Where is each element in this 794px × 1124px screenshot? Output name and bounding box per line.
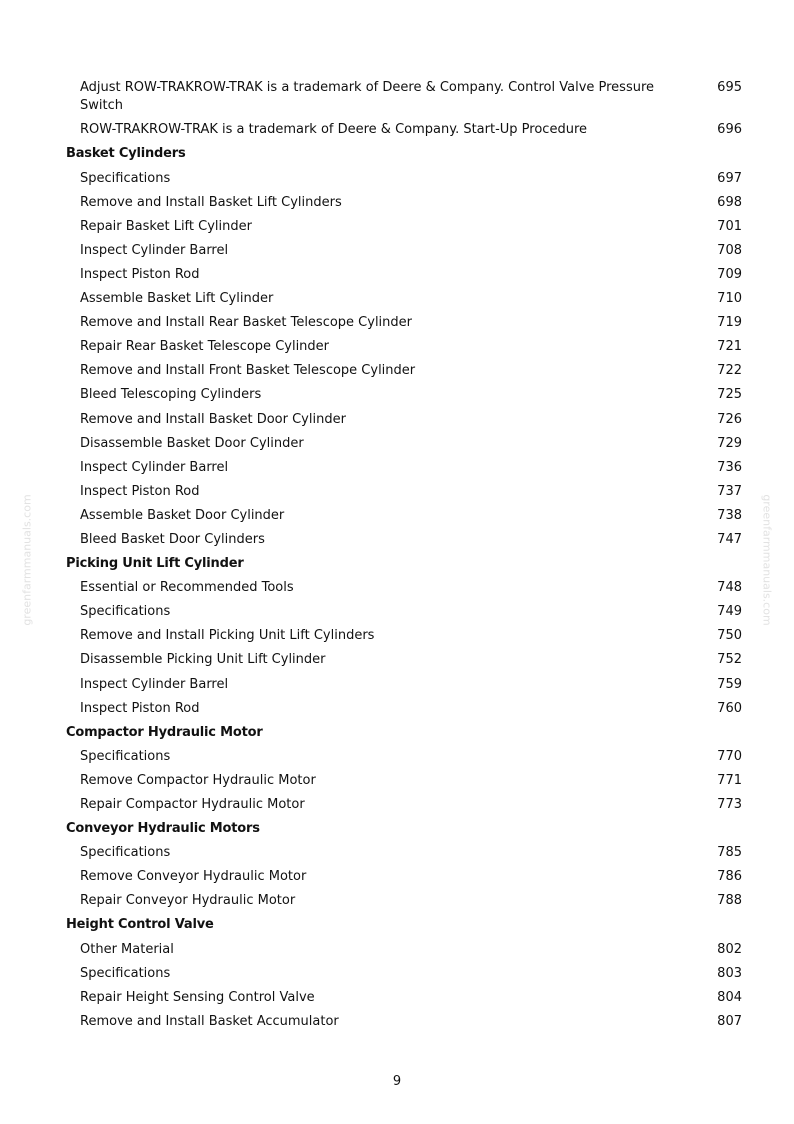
table-of-contents [66, 76, 742, 1034]
toc-entry-title: Inspect Cylinder Barrel [80, 676, 229, 692]
toc-entry[interactable] [66, 360, 742, 384]
toc-entry[interactable] [66, 625, 742, 649]
toc-entry-title: Specifications [80, 965, 171, 981]
toc-entry[interactable] [66, 1010, 742, 1034]
toc-entry-title: Repair Compactor Hydraulic Motor [80, 797, 305, 813]
toc-entry-page: 788 [717, 893, 742, 909]
toc-entry-page: 747 [717, 531, 742, 547]
toc-entry[interactable] [66, 335, 742, 359]
toc-entry-title: Inspect Piston Rod [80, 483, 200, 499]
toc-entry-page: 759 [717, 676, 742, 692]
toc-section-heading[interactable]: Conveyor Hydraulic Motors [66, 821, 260, 837]
toc-entry-page: 770 [717, 748, 742, 764]
toc-entry[interactable] [66, 408, 742, 432]
toc-entry-page: 701 [717, 218, 742, 234]
toc-entry[interactable] [66, 649, 742, 673]
toc-entry-title: Disassemble Basket Door Cylinder [80, 435, 304, 451]
toc-entry[interactable] [66, 167, 742, 191]
toc-entry[interactable] [66, 938, 742, 962]
toc-entry-page: 760 [717, 700, 742, 716]
toc-entry-page: 697 [717, 170, 742, 186]
toc-entry-page: 722 [717, 363, 742, 379]
toc-entry-title: Remove and Install Basket Door Cylinder [80, 411, 346, 427]
toc-entry-title: Remove and Install Basket Lift Cylinders [80, 194, 342, 210]
toc-entry-title: ROW-TRAKROW-TRAK is a trademark of Deere & Company. Start-Up Procedure [80, 122, 587, 138]
toc-entry-title: Other Material [80, 941, 174, 957]
toc-entry[interactable] [66, 769, 742, 793]
toc-section-heading[interactable]: Compactor Hydraulic Motor [66, 724, 263, 740]
toc-entry[interactable] [66, 673, 742, 697]
toc-entry[interactable] [66, 866, 742, 890]
toc-entry-page: 698 [717, 194, 742, 210]
toc-entry[interactable] [66, 697, 742, 721]
toc-entry-page: 696 [717, 122, 742, 138]
toc-entry-title: Specifications [80, 845, 171, 861]
toc-entry-page: 771 [717, 772, 742, 788]
toc-entry[interactable] [66, 890, 742, 914]
toc-entry[interactable] [66, 76, 742, 119]
toc-entry-page: 803 [717, 965, 742, 981]
toc-entry-title: Remove and Install Front Basket Telescope Cylinder [80, 363, 416, 379]
toc-entry-page: 738 [717, 507, 742, 523]
toc-entry-page: 785 [717, 845, 742, 861]
toc-entry-title: Inspect Piston Rod [80, 700, 200, 716]
toc-entry[interactable] [66, 528, 742, 552]
toc-entry-page: 725 [717, 387, 742, 403]
toc-entry[interactable] [66, 215, 742, 239]
toc-entry[interactable] [66, 962, 742, 986]
toc-entry[interactable] [66, 191, 742, 215]
toc-entry-title: Essential or Recommended Tools [80, 580, 294, 596]
toc-entry-title: Assemble Basket Lift Cylinder [80, 291, 274, 307]
toc-entry-title: Remove Conveyor Hydraulic Motor [80, 869, 307, 885]
toc-entry-title: Bleed Telescoping Cylinders [80, 387, 262, 403]
toc-entry-title: Specifications [80, 604, 171, 620]
toc-entry-page: 709 [717, 266, 742, 282]
toc-entry[interactable] [66, 456, 742, 480]
toc-entry-title: Repair Rear Basket Telescope Cylinder [80, 339, 330, 355]
toc-section-heading[interactable]: Basket Cylinders [66, 146, 186, 162]
toc-entry-title: Specifications [80, 748, 171, 764]
toc-entry-page: 750 [717, 628, 742, 644]
toc-entry-title: Inspect Cylinder Barrel [80, 459, 229, 475]
toc-entry-page: 719 [717, 315, 742, 331]
toc-entry-title: Remove and Install Picking Unit Lift Cylinders [80, 628, 375, 644]
watermark-left: greenfarmmanuals.com [20, 494, 34, 626]
toc-entry-page: 773 [717, 797, 742, 813]
toc-entry-page: 729 [717, 435, 742, 451]
toc-entry-title: Bleed Basket Door Cylinders [80, 531, 265, 547]
page-number: 9 [392, 1074, 402, 1089]
toc-entry-title: Inspect Piston Rod [80, 266, 200, 282]
toc-entry-page: 695 [717, 79, 742, 95]
toc-entry-page: 726 [717, 411, 742, 427]
toc-entry-page: 807 [717, 1013, 742, 1029]
toc-section-heading[interactable]: Height Control Valve [66, 917, 214, 933]
toc-entry[interactable] [66, 576, 742, 600]
toc-entry-title: Repair Height Sensing Control Valve [80, 989, 315, 1005]
toc-entry-title: Repair Basket Lift Cylinder [80, 218, 252, 234]
toc-entry[interactable] [66, 287, 742, 311]
toc-entry[interactable] [66, 384, 742, 408]
toc-entry-page: 748 [717, 580, 742, 596]
toc-entry[interactable] [66, 504, 742, 528]
toc-entry-title: Remove and Install Rear Basket Telescope Cylinder [80, 315, 413, 331]
toc-entry-title: Adjust ROW-TRAKROW-TRAK is a trademark of Deere & Company. Control Valve Pressure Switch [80, 79, 655, 114]
toc-entry[interactable] [66, 432, 742, 456]
toc-entry[interactable] [66, 119, 742, 143]
toc-entry[interactable] [66, 600, 742, 624]
toc-section-heading[interactable]: Picking Unit Lift Cylinder [66, 556, 244, 572]
toc-entry-page: 721 [717, 339, 742, 355]
toc-entry-page: 804 [717, 989, 742, 1005]
toc-entry-title: Inspect Cylinder Barrel [80, 242, 229, 258]
toc-entry[interactable] [66, 986, 742, 1010]
toc-entry[interactable] [66, 841, 742, 865]
toc-entry-title: Remove Compactor Hydraulic Motor [80, 772, 316, 788]
toc-entry-title: Repair Conveyor Hydraulic Motor [80, 893, 296, 909]
toc-entry[interactable] [66, 311, 742, 335]
toc-entry[interactable] [66, 480, 742, 504]
toc-entry-page: 737 [717, 483, 742, 499]
toc-entry-page: 710 [717, 291, 742, 307]
watermark-right: greenfarmmanuals.com [760, 494, 774, 626]
toc-entry-title: Remove and Install Basket Accumulator [80, 1013, 339, 1029]
toc-entry-page: 752 [717, 652, 742, 668]
toc-entry-page: 708 [717, 242, 742, 258]
toc-entry-title: Disassemble Picking Unit Lift Cylinder [80, 652, 326, 668]
toc-entry[interactable] [66, 263, 742, 287]
toc-entry-page: 802 [717, 941, 742, 957]
toc-entry[interactable] [66, 239, 742, 263]
toc-entry-page: 749 [717, 604, 742, 620]
toc-entry-title: Specifications [80, 170, 171, 186]
toc-entry-page: 736 [717, 459, 742, 475]
toc-entry[interactable] [66, 745, 742, 769]
toc-entry-title: Assemble Basket Door Cylinder [80, 507, 285, 523]
toc-entry-page: 786 [717, 869, 742, 885]
toc-entry[interactable] [66, 793, 742, 817]
